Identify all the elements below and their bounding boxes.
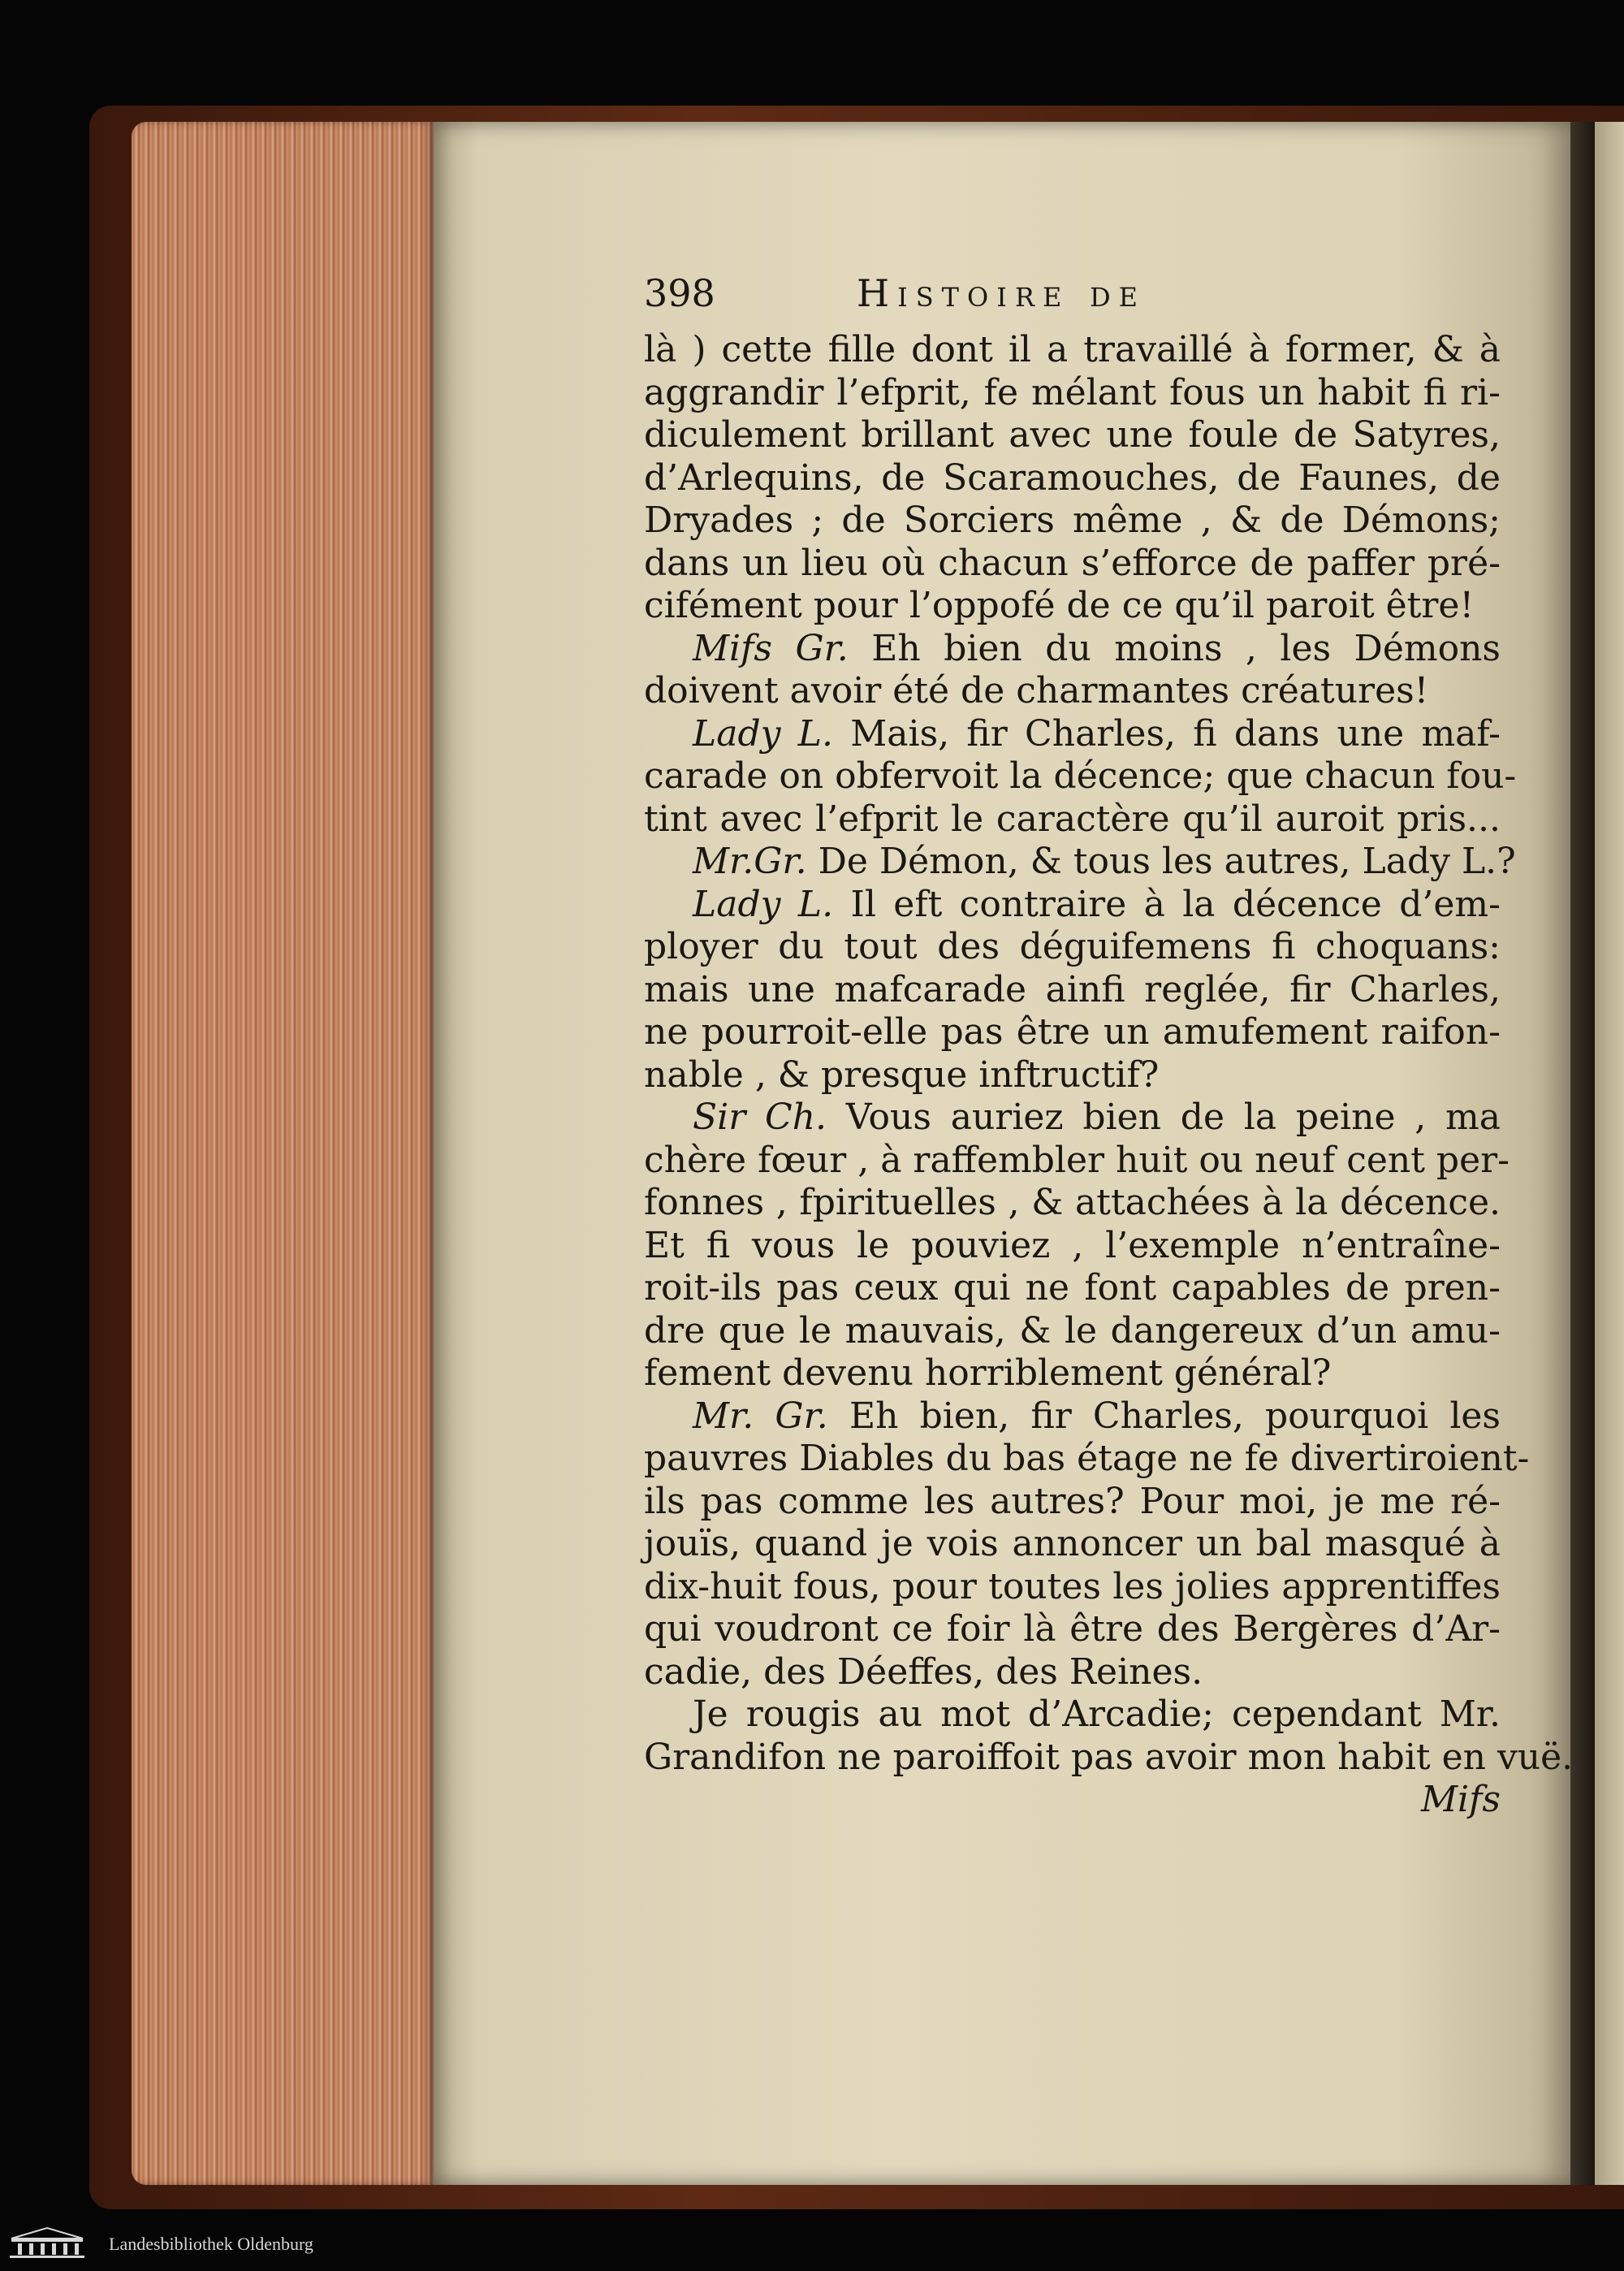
line-text: ne pourroit-elle pas être un amufement raifon- [644, 1011, 1501, 1053]
text-lines [644, 329, 1574, 1779]
speaker-name: Lady L. [693, 883, 834, 925]
line-text: roit-ils pas ceux qui ne font capables de pren- [644, 1267, 1501, 1309]
line-text: Vous auriez bien de la peine , ma [827, 1097, 1501, 1138]
text-line [644, 457, 1501, 500]
text-line [644, 500, 1501, 543]
text-line [644, 628, 1501, 671]
line-text: nable , & presque inftructif? [644, 1053, 1160, 1096]
speaker-name: Mr.Gr. [693, 841, 807, 882]
text-line [644, 1139, 1510, 1183]
text-line [644, 755, 1517, 798]
text-line [644, 713, 1501, 756]
page-number: 398 [644, 271, 715, 315]
line-text: cifément pour l’oppofé de ce qu’il paroit être! [644, 585, 1475, 626]
line-text: Il eft contraire à la décence d’em- [833, 883, 1501, 925]
line-text: Je rougis au mot d’Arcadie; cependant Mr. [693, 1694, 1501, 1735]
text-line [644, 1438, 1530, 1481]
page-text [644, 271, 1574, 1822]
speaker-name: Mr. Gr. [693, 1395, 828, 1437]
book-gutter [1570, 122, 1595, 2185]
text-line [644, 543, 1501, 586]
line-text: dans un lieu où chacun s’efforce de paffer pré- [644, 542, 1501, 584]
text-line [644, 1608, 1501, 1651]
text-line [644, 1481, 1501, 1524]
line-text: jouïs, quand je vois annoncer un bal masqué à [644, 1523, 1501, 1564]
text-line [644, 884, 1501, 927]
text-line [644, 1395, 1501, 1438]
line-text: diculement brillant avec une foule de Satyres, [644, 414, 1501, 456]
text-line [644, 1566, 1501, 1609]
line-text: dix-huit fous, pour toutes les jolies apprentiffes [644, 1565, 1501, 1607]
text-line [644, 841, 1516, 884]
text-line [644, 1097, 1501, 1140]
line-text: doivent avoir été de charmantes créatures! [644, 670, 1429, 712]
text-line [644, 670, 1501, 713]
speaker-name: Lady L. [693, 712, 833, 755]
text-line [644, 926, 1501, 969]
text-line [644, 585, 1501, 628]
text-line [644, 798, 1501, 841]
line-text: Eh bien du moins , les Démons [848, 627, 1501, 669]
text-line [644, 1352, 1501, 1395]
line-text: là ) cette fille dont il a travaillé à former, & à [644, 329, 1501, 370]
line-text: carade on obfervoit la décence; que chacun fou- [644, 755, 1517, 797]
speaker-name: Mifs Gr. [693, 627, 849, 669]
text-line [644, 1310, 1501, 1353]
text-line [644, 1267, 1501, 1310]
text-line [644, 1736, 1574, 1780]
text-line [644, 969, 1501, 1012]
text-line [644, 1523, 1501, 1566]
speaker-name: Sir Ch. [693, 1097, 827, 1138]
text-line [644, 329, 1501, 372]
line-text: Dryades ; de Sorciers même , & de Démons; [644, 500, 1501, 541]
text-line [644, 1182, 1501, 1225]
library-name: Landesbibliothek Oldenburg [109, 2234, 313, 2254]
line-text: d’Arlequins, de Scaramouches, de Faunes, de [644, 456, 1501, 499]
facing-page-edge [1595, 122, 1624, 2185]
line-text: fement devenu horriblement général? [644, 1352, 1332, 1394]
text-line [644, 1054, 1501, 1097]
line-text: ployer du tout des déguifemens fi choquans: [644, 926, 1501, 967]
library-building-icon [6, 2226, 88, 2260]
text-line [644, 372, 1501, 415]
line-text: fonnes , fpirituelles , & attachées à la décence. [644, 1182, 1501, 1223]
line-text: ils pas comme les autres? Pour moi, je me ré- [644, 1480, 1501, 1522]
line-text: chère fœur , à raffembler huit ou neuf cent per- [644, 1139, 1510, 1181]
line-text: Mais, fir Charles, fi dans une maf- [832, 712, 1501, 755]
running-title: Histoire de [857, 271, 1146, 315]
page-edges [132, 122, 434, 2185]
line-text: Et fi vous le pouviez , l’exemple n’entraîne- [644, 1224, 1501, 1266]
line-text: cadie, des Déeffes, des Reines. [644, 1650, 1203, 1693]
line-text: De Démon, & tous les autres, Lady L.? [806, 841, 1516, 882]
text-line [644, 1694, 1501, 1737]
line-text: dre que le mauvais, & le dangereux d’un amu- [644, 1309, 1501, 1352]
line-text: pauvres Diables du bas étage ne fe divertiroient- [644, 1438, 1530, 1479]
text-line [644, 1011, 1501, 1054]
line-text: Eh bien, fir Charles, pourquoi les [827, 1395, 1501, 1437]
text-line [644, 1225, 1501, 1268]
line-text: tint avec l’efprit le caractère qu’il auroit pris... [644, 798, 1501, 840]
line-text: mais une mafcarade ainfi reglée, fir Charles, [644, 968, 1501, 1010]
line-text: Grandifon ne paroiffoit pas avoir mon habit en vuë. [644, 1736, 1574, 1778]
line-text: qui voudront ce foir là être des Bergères d’Ar- [644, 1608, 1501, 1650]
line-text: aggrandir l’efprit, fe mélant fous un habit fi ri- [644, 371, 1501, 413]
running-header [644, 272, 1501, 319]
text-line [644, 1651, 1501, 1694]
catchword: Mifs [1421, 1779, 1501, 1820]
text-line [644, 414, 1501, 457]
